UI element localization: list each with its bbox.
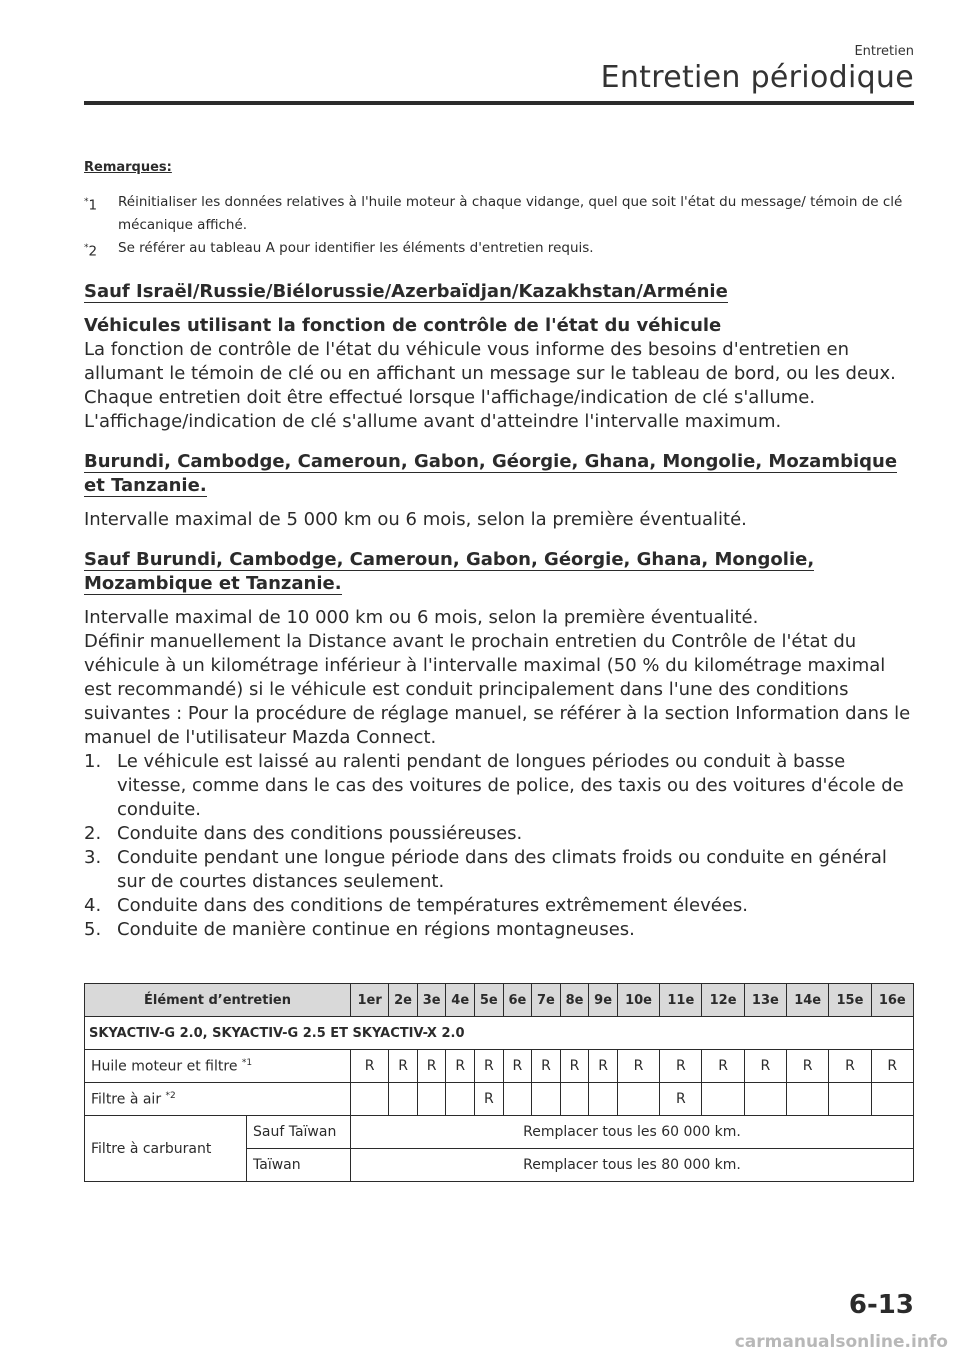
table-cell: R <box>446 1050 475 1083</box>
section1-line2: Chaque entretien doit être effectué lorsque l'affichage/indication de clé s'allume. <box>84 386 816 408</box>
table-cell <box>446 1083 475 1116</box>
header-rule <box>84 101 914 105</box>
table-cell <box>744 1083 786 1116</box>
table-cell: R <box>503 1050 532 1083</box>
header-section-label: Entretien <box>854 44 914 59</box>
footnote-marker: *1 <box>84 197 98 214</box>
footnote-text: Réinitialiser les données relatives à l'huile moteur à chaque vidange, quel que soit l'état du message/ témoin de clé mécanique affiché. <box>118 194 903 233</box>
table-cell: R <box>787 1050 829 1083</box>
list-item: 2. Conduite dans des conditions poussiéreuses. <box>84 822 523 844</box>
section1-subheading: Véhicules utilisant la fonction de contrôle de l'état du véhicule <box>84 314 722 336</box>
table-cell: R <box>389 1050 418 1083</box>
section3-body2: Définir manuellement la Distance avant le prochain entretien du Contrôle de l'état du véhicule à un kilométrage inférieur à l'intervalle maximal (50 % du kilométrage maximal est recommandé) si le véhicule est conduit principalement dans l'une des conditions suivantes : Pour la procédure de réglage manuel, se référer à la section Information dans le manuel de l'utilisateur Mazda Connect. <box>84 630 911 748</box>
page-header <box>84 44 914 105</box>
table-cell: R <box>871 1050 913 1083</box>
table-cell <box>389 1083 418 1116</box>
maintenance-table <box>84 983 914 1182</box>
column-header: 12e <box>702 984 744 1017</box>
column-header: 15e <box>829 984 871 1017</box>
column-header: 16e <box>871 984 913 1017</box>
list-item: 3. Conduite pendant une longue période dans des climats froids ou conduite en général sur de courtes distances seulement. <box>84 846 887 892</box>
footnote-text: Se référer au tableau A pour identifier les éléments d'entretien requis. <box>118 240 594 256</box>
footnote-marker: *2 <box>84 243 98 260</box>
table-cell: R <box>829 1050 871 1083</box>
column-header: 4e <box>446 984 475 1017</box>
table-header-row <box>85 984 914 1017</box>
table-cell: R <box>417 1050 446 1083</box>
page-number: 6-13 <box>848 1290 914 1320</box>
table-cell: R <box>560 1050 589 1083</box>
table-cell: R <box>475 1083 504 1116</box>
column-header: 5e <box>475 984 504 1017</box>
section3-body1: Intervalle maximal de 10 000 km ou 6 mois, selon la première éventualité. <box>84 606 759 628</box>
engine-row <box>85 1017 914 1050</box>
conditions-list <box>84 750 914 942</box>
section3-heading: Sauf Burundi, Cambodge, Cameroun, Gabon, Géorgie, Ghana, Mongolie, Mozambique et Tanzanie. <box>84 548 815 594</box>
table-cell <box>617 1083 659 1116</box>
section2-heading: Burundi, Cambodge, Cameroun, Gabon, Géorgie, Ghana, Mongolie, Mozambique et Tanzanie. <box>84 450 898 496</box>
header-title: Entretien périodique <box>600 60 914 95</box>
section1-body: La fonction de contrôle de l'état du véhicule vous informe des besoins d'entretien en allumant le témoin de clé ou en affichant un message sur le tableau de bord, ou les deux. <box>84 338 896 384</box>
watermark: carmanualsonline.info <box>734 1332 948 1352</box>
column-header: 1er <box>351 984 389 1017</box>
table-cell: R <box>589 1050 618 1083</box>
table-cell <box>532 1083 561 1116</box>
table-cell: R <box>744 1050 786 1083</box>
section2-body: Intervalle maximal de 5 000 km ou 6 mois, selon la première éventualité. <box>84 508 747 530</box>
page-content <box>84 160 914 942</box>
column-header: 13e <box>744 984 786 1017</box>
column-header: 6e <box>503 984 532 1017</box>
table-row-air <box>85 1083 914 1116</box>
list-item: 4. Conduite dans des conditions de températures extrêmement élevées. <box>84 894 749 916</box>
list-item: 5. Conduite de manière continue en régions montagneuses. <box>84 918 635 940</box>
table-cell <box>702 1083 744 1116</box>
table-cell: R <box>702 1050 744 1083</box>
table-cell <box>417 1083 446 1116</box>
table-row-oil <box>85 1050 914 1083</box>
table-cell <box>560 1083 589 1116</box>
table-row-fuel-1 <box>85 1116 914 1149</box>
table-cell <box>829 1083 871 1116</box>
fuel-interval-cell: Remplacer tous les 60 000 km. <box>351 1116 914 1149</box>
table-cell: R <box>660 1083 702 1116</box>
region-cell: Taïwan <box>247 1149 351 1182</box>
column-header: 10e <box>617 984 659 1017</box>
column-header: 8e <box>560 984 589 1017</box>
engine-label: SKYACTIV-G 2.0, SKYACTIV-G 2.5 ET SKYACTIV-X 2.0 <box>85 1017 914 1050</box>
table-cell <box>503 1083 532 1116</box>
table-cell: R <box>532 1050 561 1083</box>
section1-line3: L'affichage/indication de clé s'allume avant d'atteindre l'intervalle maximum. <box>84 410 782 432</box>
column-header: 7e <box>532 984 561 1017</box>
list-item: 1. Le véhicule est laissé au ralenti pendant de longues périodes ou conduit à basse vitesse, comme dans le cas des voitures de police, des taxis ou des voitures d'école de conduite. <box>84 750 904 820</box>
table-cell: R <box>351 1050 389 1083</box>
row-label-air: Filtre à air $^{*2}$ <box>85 1083 351 1116</box>
table-cell <box>787 1083 829 1116</box>
footnote-2 <box>84 237 914 264</box>
region-cell: Sauf Taïwan <box>247 1116 351 1149</box>
column-header: 14e <box>787 984 829 1017</box>
table-cell: R <box>660 1050 702 1083</box>
table-cell: R <box>617 1050 659 1083</box>
row-label-oil: Huile moteur et filtre $^{*1}$ <box>85 1050 351 1083</box>
row-label-fuel: Filtre à carburant <box>85 1116 247 1182</box>
section1-heading: Sauf Israël/Russie/Biélorussie/Azerbaïdjan/Kazakhstan/Arménie <box>84 280 728 302</box>
column-header: 3e <box>417 984 446 1017</box>
table-cell: R <box>475 1050 504 1083</box>
column-header: 9e <box>589 984 618 1017</box>
table-header-label: Élément d’entretien <box>85 984 351 1017</box>
table-cell <box>871 1083 913 1116</box>
table-cell <box>351 1083 389 1116</box>
column-header: 2e <box>389 984 418 1017</box>
column-header: 11e <box>660 984 702 1017</box>
remarks-title: Remarques: <box>84 160 172 175</box>
fuel-interval-cell: Remplacer tous les 80 000 km. <box>351 1149 914 1182</box>
table-cell <box>589 1083 618 1116</box>
footnote-1 <box>84 191 914 237</box>
